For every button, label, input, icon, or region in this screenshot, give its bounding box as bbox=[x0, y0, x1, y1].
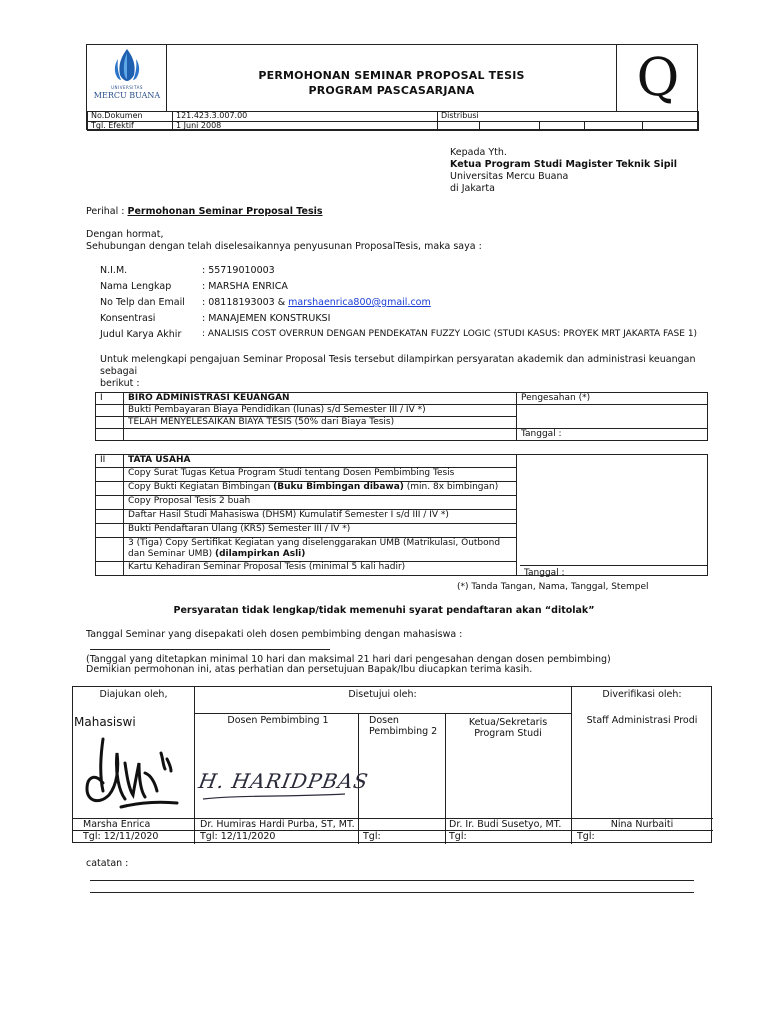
requirement-item: Bukti Pendaftaran Ulang (KRS) Semester III / IV *) bbox=[124, 524, 517, 538]
doc-no-label: No.Dokumen bbox=[88, 112, 173, 121]
requirement-item: Kartu Kehadiran Seminar Proposal Tesis (minimal 5 kali hadir) bbox=[124, 562, 517, 576]
subject-label: Perihal : bbox=[86, 206, 125, 217]
student-signature-icon bbox=[81, 733, 191, 817]
identity-value: : 55719010003 bbox=[202, 265, 275, 276]
seminar-date-block bbox=[86, 629, 696, 666]
subject-line bbox=[86, 206, 323, 217]
signature-stroke-icon bbox=[199, 791, 349, 803]
requirements-intro-line-1: Untuk melengkapi pengajuan Seminar Proposal Tesis tersebut dilampirkan persyaratan akademik dan administrasi keuangan sebagai bbox=[100, 354, 696, 377]
tanggal-label: Tanggal : bbox=[517, 429, 708, 441]
requirement-item: Copy Surat Tugas Ketua Program Studi tentang Dosen Pembimbing Tesis bbox=[124, 468, 517, 482]
identity-label: Konsentrasi bbox=[100, 313, 156, 324]
catatan-line[interactable] bbox=[90, 880, 694, 881]
signer-name: Dr. Ir. Budi Susetyo, MT. bbox=[449, 819, 562, 830]
subject-value: Permohonan Seminar Proposal Tesis bbox=[127, 206, 323, 217]
section-title: TATA USAHA bbox=[124, 455, 517, 468]
sign-date: Tgl: 12/11/2020 bbox=[83, 831, 159, 842]
university-logo bbox=[87, 45, 167, 111]
identity-value: : MANAJEMEN KONSTRUKSI bbox=[202, 313, 331, 324]
signer-name: Marsha Enrica bbox=[83, 819, 151, 830]
doc-no-value: 121.423.3.007.00 bbox=[173, 112, 438, 121]
tgl-efektif-value: 1 Juni 2008 bbox=[173, 121, 438, 130]
identity-row bbox=[100, 281, 697, 297]
sign-date: Tgl: 12/11/2020 bbox=[200, 831, 276, 842]
pengesahan-label: Pengesahan (*) bbox=[517, 393, 708, 405]
distribusi-label: Distribusi bbox=[438, 112, 699, 121]
dosen-signature: H. HARIDPBAS bbox=[196, 769, 371, 793]
addressee-line-3: Universitas Mercu Buana bbox=[450, 171, 569, 182]
seminar-date-note: (Tanggal yang ditetapkan minimal 10 hari dan maksimal 21 hari dari pengesahan dengan dosen pembimbing) bbox=[86, 654, 611, 665]
document-title bbox=[167, 45, 617, 111]
signer-name: Dr. Humiras Hardi Purba, ST, MT. bbox=[200, 819, 355, 830]
section-number: II bbox=[96, 455, 124, 468]
section-tata-usaha-table bbox=[95, 454, 708, 576]
addressee-line-1: Kepada Yth. bbox=[450, 147, 507, 158]
dosen2-label: Dosen Pembimbing 2 bbox=[369, 715, 438, 737]
requirement-item: Copy Proposal Tesis 2 buah bbox=[124, 496, 517, 510]
identity-label: Nama Lengkap bbox=[100, 281, 172, 292]
opening-line: Sehubungan dengan telah diselesaikannya penyusunan ProposalTesis, maka saya : bbox=[86, 241, 482, 252]
addressee-line-2: Ketua Program Studi Magister Teknik Sipil bbox=[450, 159, 678, 170]
greeting: Dengan hormat, bbox=[86, 229, 164, 240]
identity-label: N.I.M. bbox=[100, 265, 128, 276]
tgl-efektif-label: Tgl. Efektif bbox=[88, 121, 173, 130]
tanggal-label: Tanggal : bbox=[520, 565, 708, 580]
opening-block bbox=[86, 229, 482, 253]
flame-logo-icon bbox=[87, 45, 167, 85]
sign-date: Tgl: bbox=[577, 831, 595, 842]
closing-text: Demikian permohonan ini, atas perhatian dan persetujuan Bapak/Ibu diucapkan terima kasih. bbox=[86, 664, 533, 675]
logo-name-text: MERCU BUANA bbox=[93, 91, 161, 100]
signature-table bbox=[72, 686, 712, 843]
signer-name: Nina Nurbaiti bbox=[610, 819, 674, 830]
sign-date: Tgl: bbox=[363, 831, 381, 842]
requirement-item: 3 (Tiga) Copy Sertifikat Kegiatan yang diselenggarakan UMB (Matrikulasi, Outbond dan Seminar UMB) (dilampirkan Asli) bbox=[124, 538, 517, 562]
dosen1-label: Dosen Pembimbing 1 bbox=[227, 715, 329, 726]
title-line-2: PROGRAM PASCASARJANA bbox=[308, 84, 475, 97]
sign-date: Tgl: bbox=[449, 831, 467, 842]
identity-row bbox=[100, 297, 697, 313]
identity-table bbox=[100, 265, 697, 345]
logo-small-text: UNIVERSITAS bbox=[111, 85, 143, 90]
requirements-intro bbox=[100, 354, 710, 390]
title-line-1: PERMOHONAN SEMINAR PROPOSAL TESIS bbox=[258, 69, 525, 82]
disetujui-label: Disetujui oleh: bbox=[348, 689, 417, 700]
requirement-item: Bukti Pembayaran Biaya Pendidikan (lunas) s/d Semester III / IV *) bbox=[124, 405, 517, 417]
document-header bbox=[86, 44, 698, 130]
requirement-item: TELAH MENYELESAIKAN BIAYA TESIS (50% dari Biaya Tesis) bbox=[124, 417, 517, 429]
footnote: (*) Tanda Tangan, Nama, Tanggal, Stempel bbox=[457, 582, 649, 592]
identity-row bbox=[100, 265, 697, 281]
identity-label: No Telp dan Email bbox=[100, 297, 185, 308]
catatan-line[interactable] bbox=[90, 892, 694, 893]
addressee-line-4: di Jakarta bbox=[450, 183, 495, 194]
identity-label: Judul Karya Akhir bbox=[100, 329, 182, 340]
mahasiswi-label: Mahasiswi bbox=[74, 715, 136, 729]
seminar-date-label: Tanggal Seminar yang disepakati oleh dosen pembimbing dengan mahasiswa : bbox=[86, 629, 463, 640]
document-code-letter: Q bbox=[636, 48, 680, 108]
email-link[interactable]: marshaenrica800@gmail.com bbox=[288, 297, 431, 308]
identity-row bbox=[100, 329, 697, 345]
identity-row bbox=[100, 313, 697, 329]
requirements-intro-line-2: berikut : bbox=[100, 378, 140, 389]
section-title: BIRO ADMINISTRASI KEUANGAN bbox=[124, 393, 517, 405]
catatan-label: catatan : bbox=[86, 858, 129, 869]
identity-value: : ANALISIS COST OVERRUN DENGAN PENDEKATAN FUZZY LOGIC (STUDI KASUS: PROYEK MRT JAKARTA FASE 1) bbox=[202, 329, 698, 339]
staff-label: Staff Administrasi Prodi bbox=[586, 715, 698, 726]
ketua-label: Ketua/Sekretaris Program Studi bbox=[468, 717, 548, 739]
identity-value: : MARSHA ENRICA bbox=[202, 281, 288, 292]
addressee-block bbox=[450, 147, 677, 195]
requirement-item: Daftar Hasil Studi Mahasiswa (DHSM) Kumulatif Semester I s/d III / IV *) bbox=[124, 510, 517, 524]
document-meta bbox=[87, 111, 699, 130]
warning-text: Persyaratan tidak lengkap/tidak memenuhi syarat pendaftaran akan “ditolak” bbox=[173, 605, 595, 616]
requirement-item: Copy Bukti Kegiatan Bimbingan (Buku Bimbingan dibawa) (min. 8x bimbingan) bbox=[124, 482, 517, 496]
identity-value: : 08118193003 & bbox=[202, 297, 286, 308]
diverifikasi-label: Diverifikasi oleh: bbox=[602, 689, 682, 700]
section-number: I bbox=[96, 393, 124, 405]
diajukan-label: Diajukan oleh, bbox=[99, 689, 168, 700]
section-keuangan-table bbox=[95, 392, 708, 441]
seminar-date-field[interactable] bbox=[90, 641, 330, 650]
